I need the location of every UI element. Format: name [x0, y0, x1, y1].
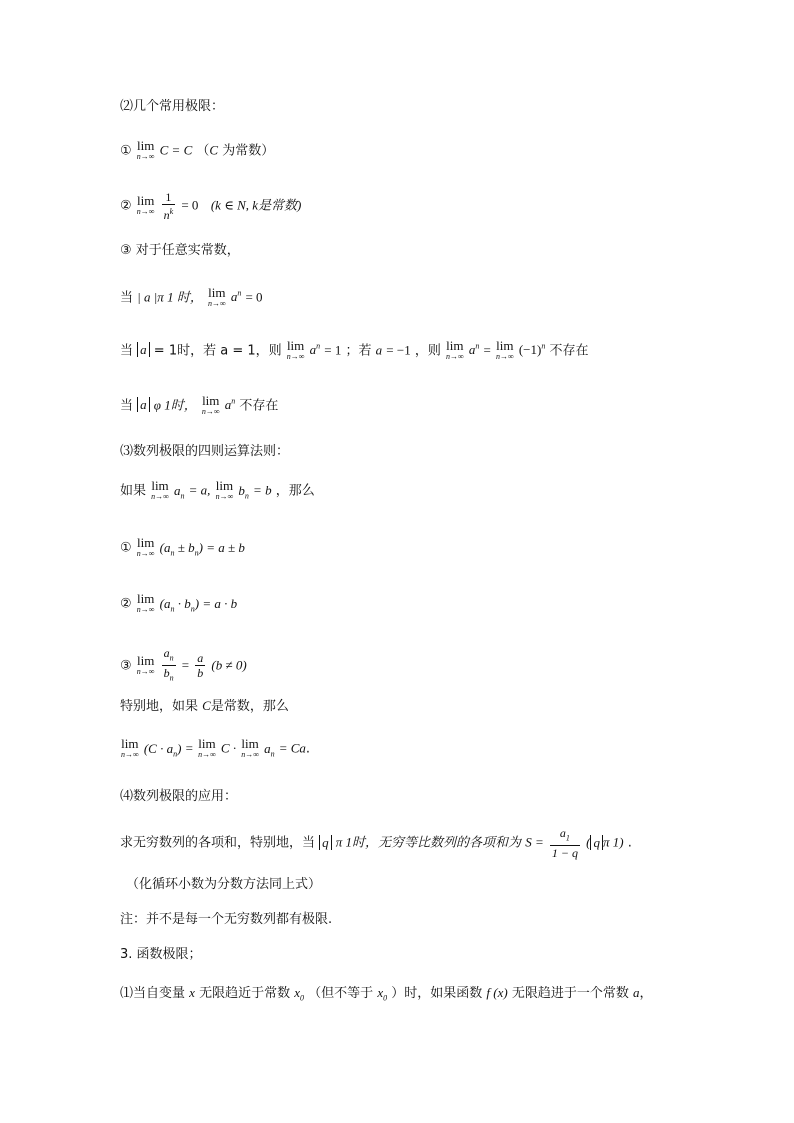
rule-product: ② lim n→∞ $(a_n \cdot b_n) = a \cdot b$	[120, 591, 238, 614]
lim-operator: lim n→∞	[495, 337, 514, 361]
lim-operator: lim n→∞	[198, 736, 216, 759]
rule-quotient: ③ lim n→∞ $\frac{a_n}{b_n}$ = $\frac{a}{b}$ (b ≠ 0)	[120, 646, 247, 686]
case-abs-lt-1: 当 | a |π 1 时， lim n→∞ $a^n = 0$	[120, 284, 263, 308]
geometric-series-sum: 求无穷数列的各项和，特别地，当 q π 1时，无穷等比数列的各项和为 S = $\frac{a_1}{1 - q}$ ( q π 1) .	[120, 826, 632, 861]
fraction: $\frac{a_n}{b_n}$	[163, 646, 174, 683]
lim-operator: lim n→∞	[136, 138, 155, 161]
if-condition-line: 如果 lim n→∞ $a_n = a$, lim n→∞ $b_n = b$ ，那么	[120, 478, 315, 501]
formula-item-3: ③ 对于任意实常数，	[120, 243, 240, 258]
section-heading-common-limits	[120, 98, 224, 116]
fraction: $\frac{1}{n^k}$	[163, 190, 174, 222]
function-limit-definition: ⑴当自变量 x 无限趋近于常数 $x_0$ （但不等于 $x_0$ ）时，如果函数 f (x) 无限趋进于一个常数 a，	[120, 985, 653, 1003]
section-heading-arithmetic-rules: ⑶数列极限的四则运算法则：	[120, 444, 290, 459]
lim-operator: lim n→∞	[151, 478, 169, 501]
lim-operator: lim n→∞	[136, 535, 155, 558]
lim-operator: lim n→∞	[286, 337, 305, 361]
lim-operator: lim n→∞	[136, 652, 155, 676]
section-heading-function-limits: 3. 函数极限；	[120, 947, 202, 962]
lim-operator: lim n→∞	[241, 736, 259, 759]
section-heading-application: ⑷数列极限的应用：	[120, 789, 238, 804]
lim-operator: lim n→∞	[136, 193, 155, 216]
lim-operator: lim n→∞	[201, 392, 220, 416]
formula-item-1: ① lim n→∞ C = C （C 为常数）	[120, 138, 275, 161]
lim-operator: lim n→∞	[121, 736, 139, 759]
case-abs-eq-1: 当 a = 1时，若 a = 1，则 lim n→∞ $a^n = 1$ ；若 a = −1 ，则 lim n→∞ $a^n$ = lim n→∞ $(-1)^n$ 不存在	[120, 337, 589, 361]
fraction: $\frac{a_1}{1 - q}$	[551, 826, 578, 861]
fraction: $\frac{a}{b}$	[197, 651, 204, 681]
constant-multiple-rule: lim n→∞ $(C \cdot a_n)$ = lim n→∞ C · lim n→∞ $a_n = Ca$.	[121, 736, 311, 759]
lim-operator: lim n→∞	[215, 478, 234, 501]
lim-operator: lim n→∞	[446, 337, 464, 361]
case-abs-gt-1: 当 a φ 1时， lim n→∞ $a^n$ 不存在	[120, 392, 279, 416]
note-line: 注：并不是每一个无穷数列都有极限.	[120, 912, 333, 927]
rule-sum: ① lim n→∞ $(a_n \pm b_n) = a \pm b$	[120, 535, 245, 558]
lim-operator: lim n→∞	[136, 591, 155, 614]
formula-item-2: ② lim n→∞ $\frac{1}{n^k}$ = 0 (k ∈ N, k是常数)	[120, 190, 302, 222]
heading-text: ⑵几个常用极限：	[120, 99, 225, 114]
parenthetical-note: （化循环小数为分数方法同上式）	[126, 877, 322, 892]
lim-operator: lim n→∞	[207, 284, 226, 308]
special-case-line: 特别地，如果 C是常数，那么	[120, 698, 289, 714]
